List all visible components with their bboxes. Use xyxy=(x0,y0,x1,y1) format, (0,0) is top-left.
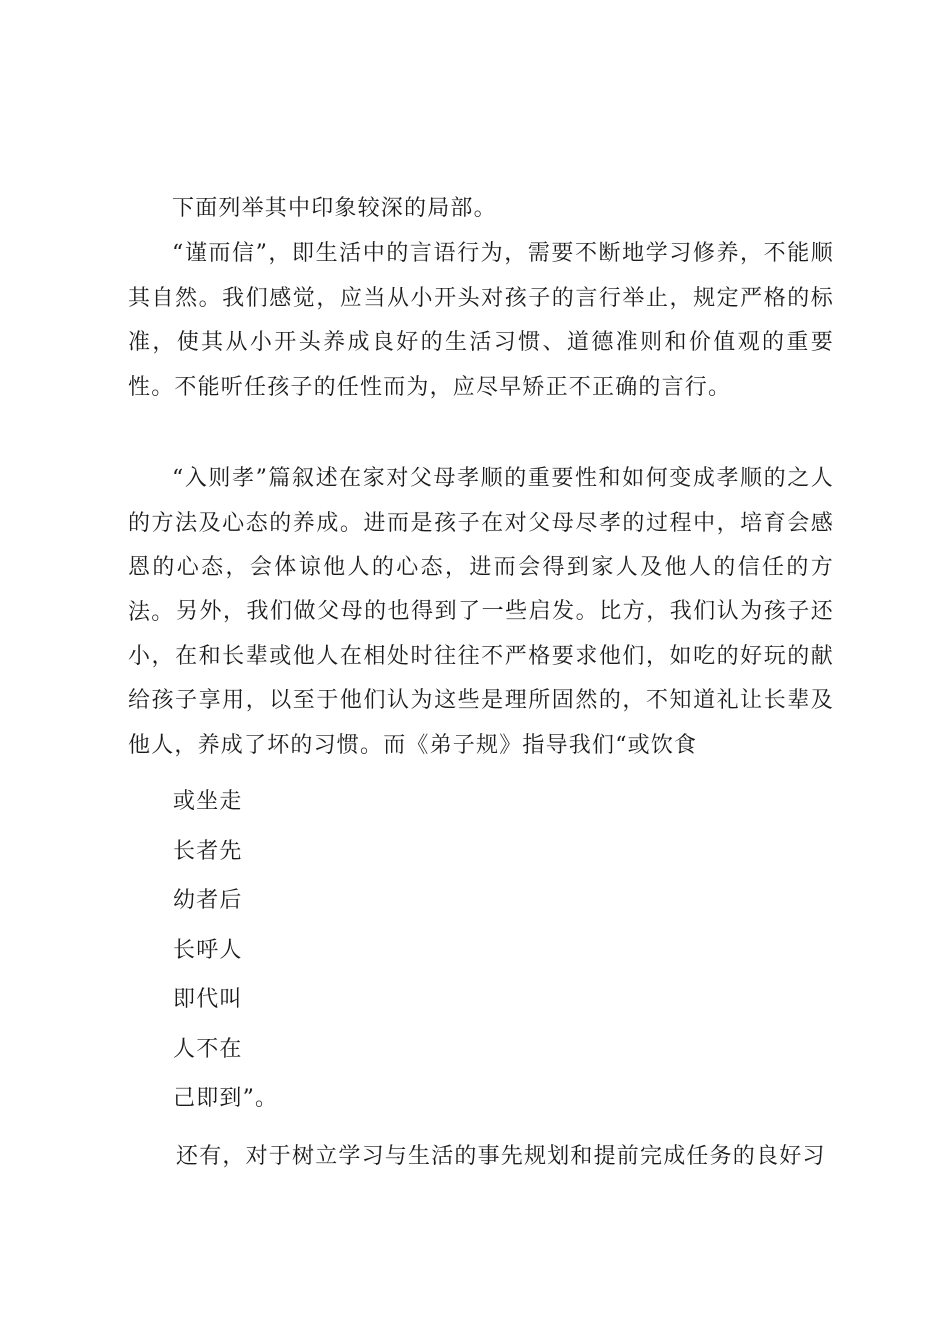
verse-line: 即代叫 xyxy=(173,987,243,1012)
verse-line: 长呼人 xyxy=(173,937,243,963)
verse-list xyxy=(173,787,278,1134)
paragraph-intro: 下面列举其中印象较深的局部。 xyxy=(172,196,497,221)
paragraph-ru-ze-xiao: “入则孝”篇叙述在家对父母孝顺的重要性和如何变成孝顺的之人的方法及心态的养成。进而是孩子在对父母尽孝的过程中，培育会感恩的心态，会体谅他人的心态，进而会得到家人及他人的信任的方法。 xyxy=(128,466,834,625)
verse-line: 幼者后 xyxy=(173,888,243,913)
paragraph-jin-er-xin: “谨而信”，即生活中的言语行为，需要不断地学习修养，不能顺其自然。我们感觉，应当从小开头对孩子的言行举止，规定严格的标准，使其从小开头养成良好的生活习惯、道德准则和价值观的重要性。不能听任孩子的任性而为，应尽早矫正不正确的言行。 xyxy=(128,241,834,400)
verse-line: 己即到”。 xyxy=(173,1086,279,1111)
verse-line: 长者先 xyxy=(173,838,243,864)
paragraph-planning: 还有，对于树立学习与生活的事先规划和提前完成任务的良好习 xyxy=(176,1144,826,1169)
verse-line: 或坐走 xyxy=(173,789,243,814)
verse-line: 人不在 xyxy=(173,1036,243,1062)
paragraph-parents-insight: 另外，我们做父母的也得到了一些启发。比方，我们认为孩子还小，在和长辈或他人在相处时往往不严格要求他们，如吃的好玩的献给孩子享用，以至于他们认为这些是理所固然的，不知道礼让长辈及他人，养成了坏的习惯。而《弟子规》指导我们“或饮食 xyxy=(128,599,834,758)
